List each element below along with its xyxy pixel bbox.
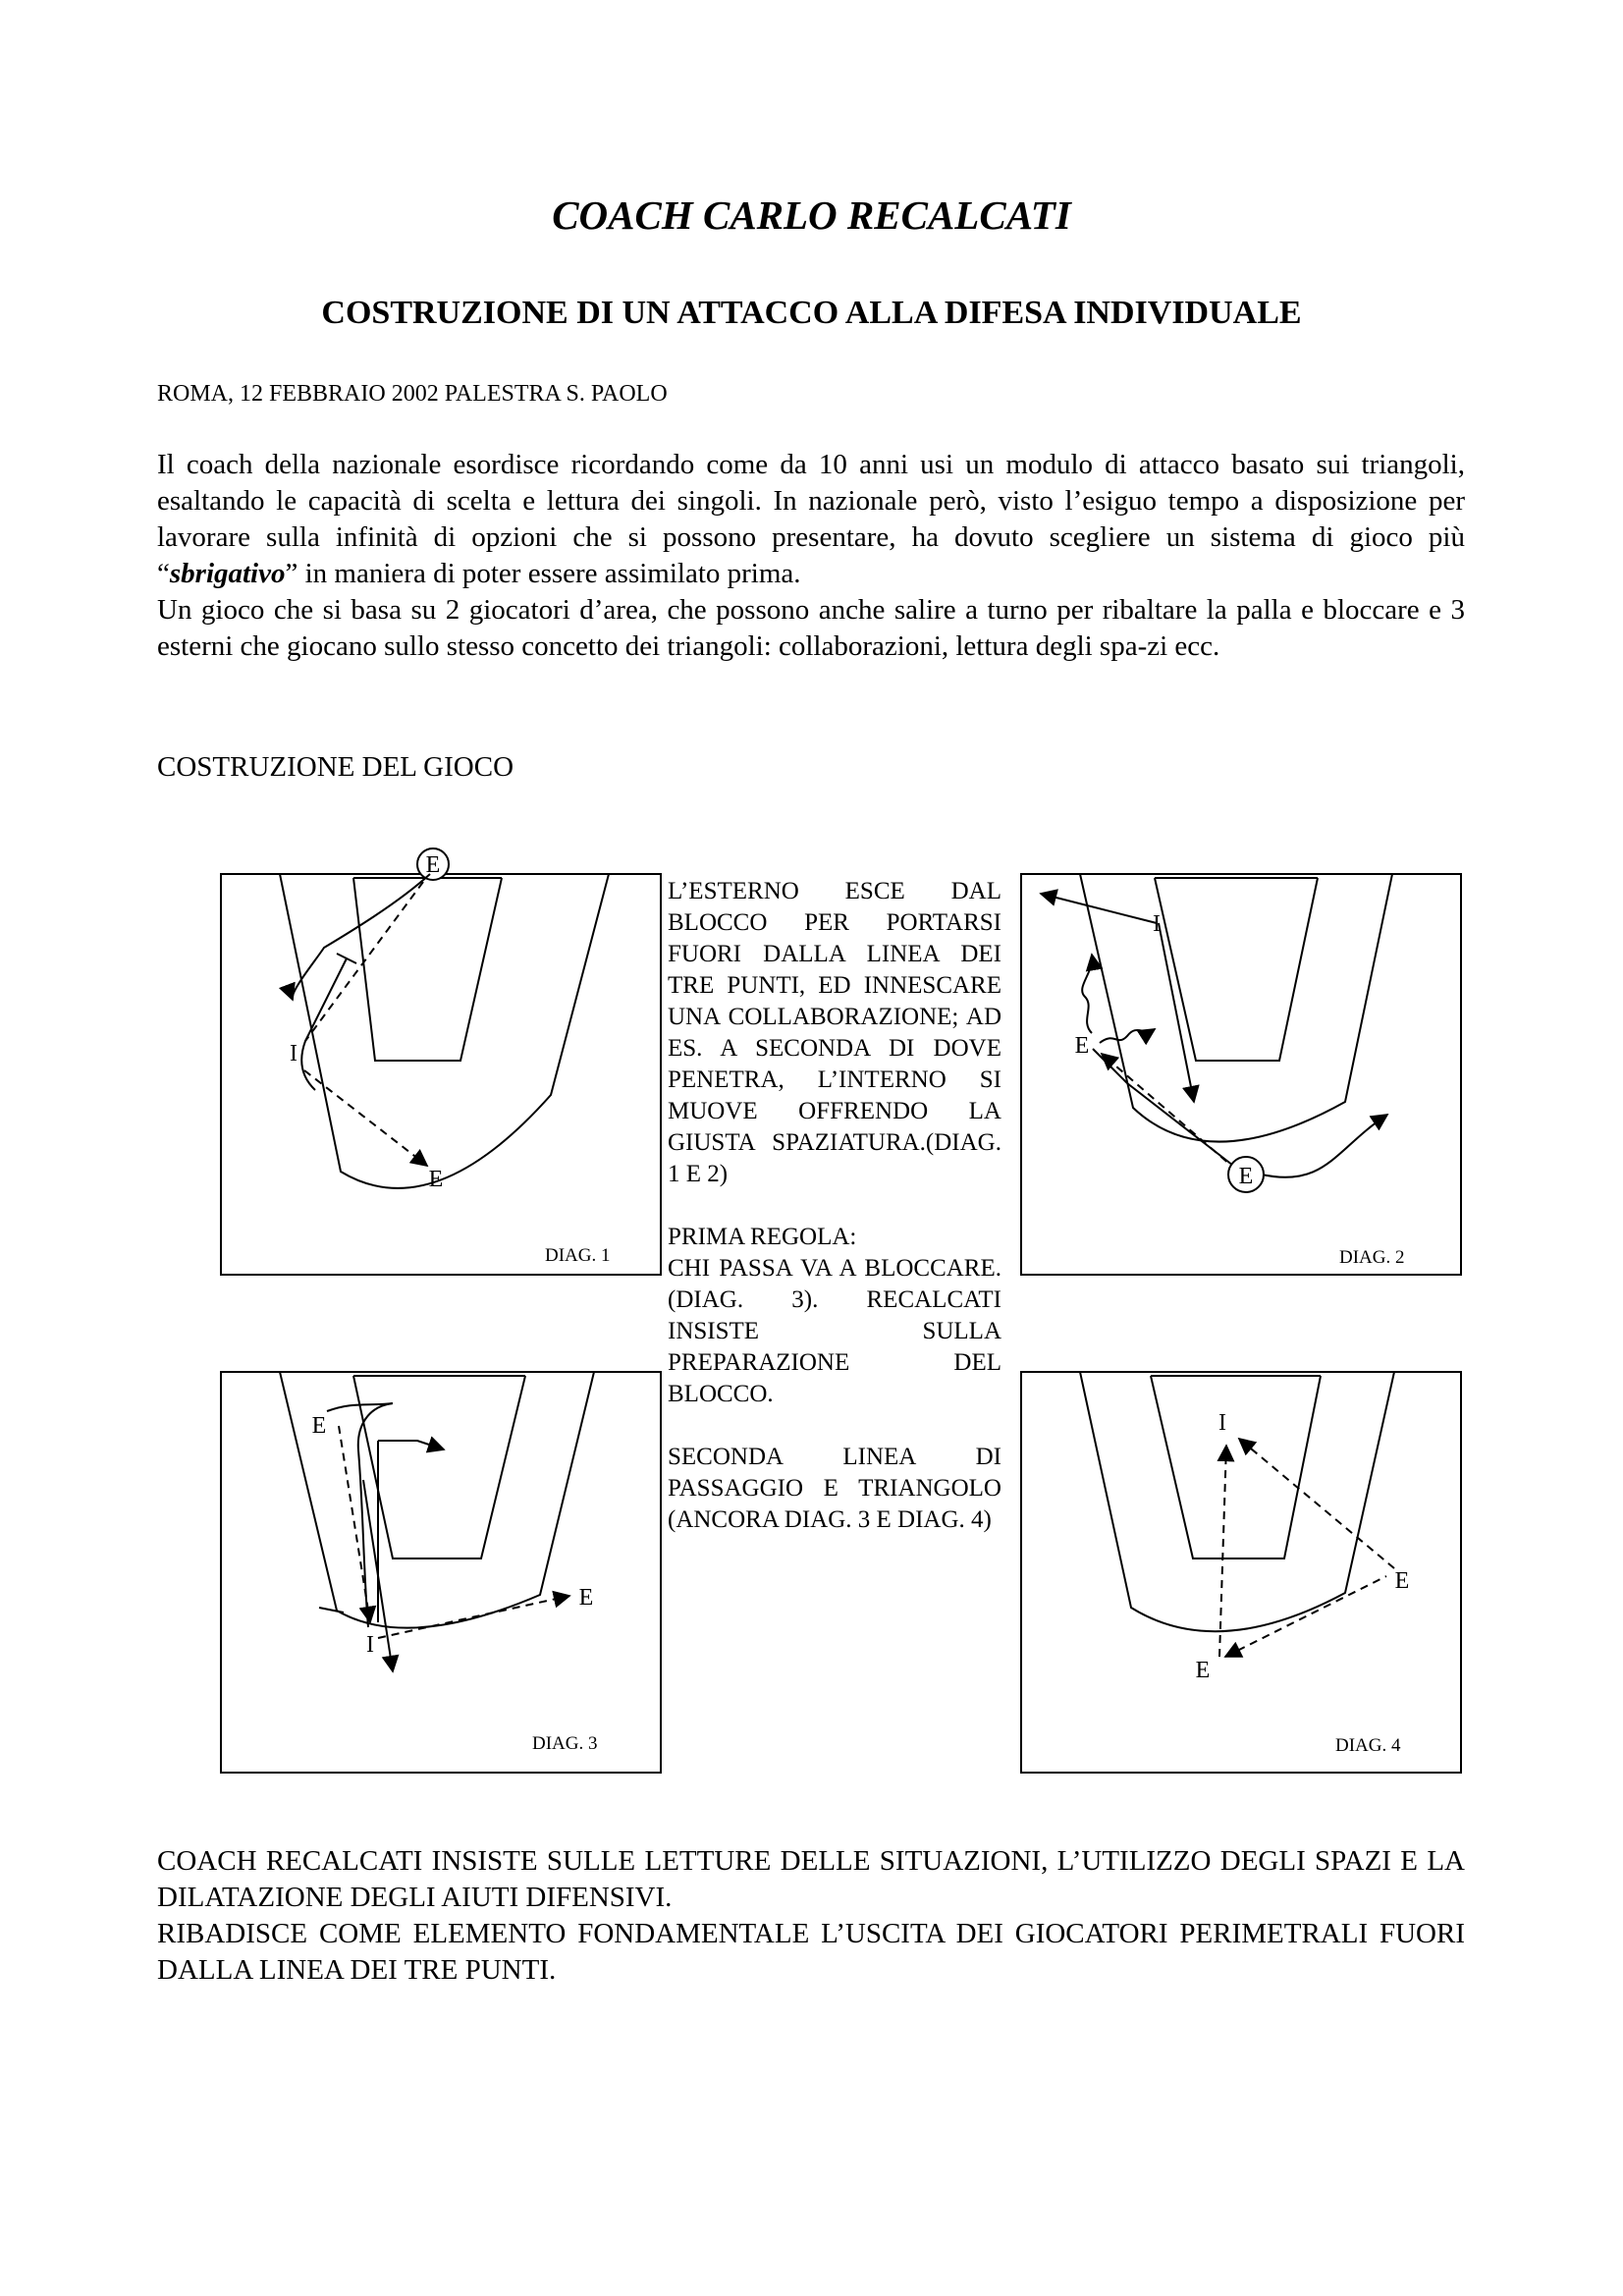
diagram-2-player-3: E	[1238, 1164, 1254, 1189]
diagram-notes	[668, 876, 1001, 1536]
diagram-3	[221, 1372, 663, 1775]
diagram-2-court	[1021, 874, 1463, 1277]
intro-p1-after: ” in maniera di poter essere assimilato prima.	[285, 558, 801, 589]
section-heading: COSTRUZIONE DEL GIOCO	[157, 751, 514, 783]
diagram-2-label: DIAG. 2	[1339, 1247, 1405, 1268]
diagram-4-label: DIAG. 4	[1335, 1735, 1401, 1756]
diagram-1-player-3: E	[428, 1167, 444, 1192]
diagram-1-court	[221, 852, 663, 1277]
diagram-1-label: DIAG. 1	[545, 1245, 611, 1266]
document-title: COACH CARLO RECALCATI	[552, 192, 1071, 238]
diagram-3-player-1: E	[311, 1413, 327, 1439]
document-subtitle: COSTRUZIONE DI UN ATTACCO ALLA DIFESA INDIVIDUALE	[321, 295, 1302, 331]
intro-p1-before: Il coach della nazionale esordisce ricordando come da 10 anni usi un modulo di attacco basato sui triangoli, esaltando le capacità di scelta e lettura dei singoli. In nazionale però, visto l’esiguo tempo a disposizione per lavorare sulla infinità di opzioni che si possono presentare, ha dovuto scegliere un sistema di gioco più “	[157, 449, 1465, 589]
diagram-1-player-1: E	[425, 852, 441, 878]
diagram-2-player-2: E	[1074, 1033, 1090, 1059]
intro-text	[157, 447, 1465, 665]
diagram-1-player-2: I	[290, 1041, 298, 1066]
diagram-1	[221, 852, 663, 1277]
diagram-4-player-1: I	[1218, 1410, 1226, 1436]
conclusion-text	[157, 1843, 1465, 1989]
diagram-3-court	[221, 1372, 663, 1775]
note-2-body: CHI PASSA VA A BLOCCARE. (DIAG. 3). RECALCATI INSISTE SULLA PREPARAZIONE DEL BLOCCO.	[668, 1255, 1001, 1407]
diagram-4-court	[1021, 1372, 1463, 1775]
diagram-2-player-1: I	[1153, 911, 1161, 937]
diagram-3-player-2: E	[578, 1585, 594, 1611]
note-1: L’ESTERNO ESCE DAL BLOCCO PER PORTARSI FUORI DALLA LINEA DEI TRE PUNTI, ED INNESCARE UNA COLLABORAZIONE; AD ES. A SECONDA DI DOVE PENETRA, L’INTERNO SI MUOVE OFFRENDO LA GIUSTA SPAZIATURA.(DIAG. 1 E 2)	[668, 878, 1001, 1187]
diagram-4	[1021, 1372, 1463, 1775]
diagram-2	[1021, 874, 1463, 1277]
intro-paragraph-2: Un gioco che si basa su 2 giocatori d’area, che possono anche salire a turno per ribaltare la palla e bloccare e 3 esterni che giocano sullo stesso concetto dei triangoli: collaborazioni, lettura degli spa-zi ecc.	[157, 594, 1465, 662]
note-2-title: PRIMA REGOLA:	[668, 1224, 857, 1250]
diagram-3-label: DIAG. 3	[532, 1733, 598, 1754]
diagram-4-player-2: E	[1394, 1568, 1410, 1594]
intro-p1-emphasis: sbrigativo	[169, 558, 286, 589]
note-3: SECONDA LINEA DI PASSAGGIO E TRIANGOLO (ANCORA DIAG. 3 E DIAG. 4)	[668, 1444, 1001, 1533]
diagram-4-player-3: E	[1195, 1658, 1211, 1683]
conclusion-paragraph-2: RIBADISCE COME ELEMENTO FONDAMENTALE L’USCITA DEI GIOCATORI PERIMETRALI FUORI DALLA LINEA DEI TRE PUNTI.	[157, 1918, 1465, 1986]
conclusion-paragraph-1: COACH RECALCATI INSISTE SULLE LETTURE DELLE SITUAZIONI, L’UTILIZZO DEGLI SPAZI E LA DILATAZIONE DEGLI AIUTI DIFENSIVI.	[157, 1845, 1465, 1913]
diagram-3-player-3: I	[366, 1632, 374, 1658]
intro-paragraph-1	[157, 447, 1465, 592]
dateline: ROMA, 12 FEBBRAIO 2002 PALESTRA S. PAOLO	[157, 381, 668, 407]
